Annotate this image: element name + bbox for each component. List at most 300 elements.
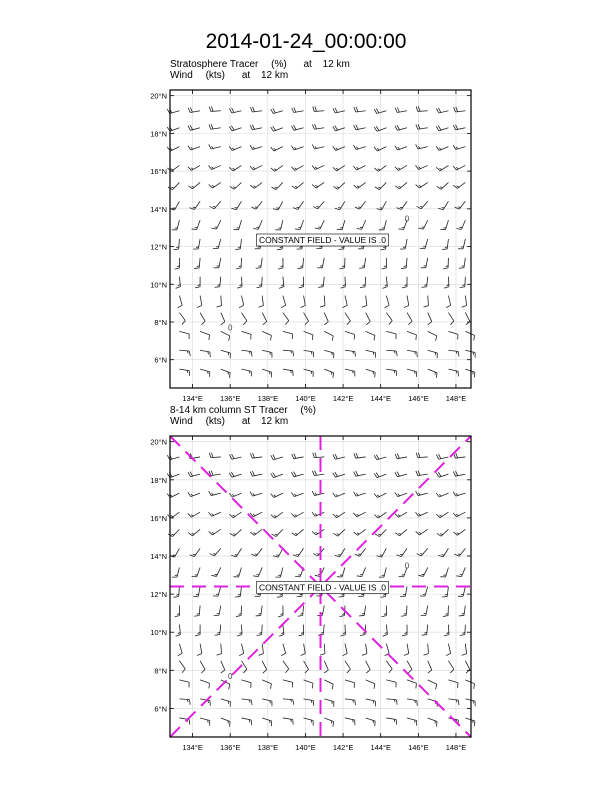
wind-barb <box>262 369 272 377</box>
wind-barb <box>458 587 465 597</box>
barb-feather <box>271 473 274 477</box>
wind-barb <box>453 529 465 535</box>
barb-staff <box>366 680 375 684</box>
x-tick-label: 146°E <box>408 743 429 752</box>
barb-feather <box>191 515 193 517</box>
barb-staff <box>198 587 200 597</box>
wind-barb <box>313 106 325 111</box>
barb-feather <box>395 146 398 150</box>
wind-barb <box>386 680 396 688</box>
barb-staff <box>241 277 242 287</box>
wind-barb <box>235 239 241 250</box>
wind-barb <box>262 680 271 689</box>
barb-feather <box>315 106 317 111</box>
barb-staff <box>304 680 313 683</box>
wind-barb <box>428 331 437 340</box>
wind-barb <box>382 606 387 617</box>
barb-feather <box>293 700 294 705</box>
wind-barb <box>221 350 231 358</box>
barb-feather <box>333 473 336 477</box>
barb-feather <box>381 596 386 597</box>
barb-feather <box>197 654 202 656</box>
barb-staff <box>221 369 230 373</box>
wind-barb <box>167 455 179 460</box>
barb-staff <box>342 567 345 577</box>
wind-barb <box>462 296 467 308</box>
wind-barb <box>415 165 427 169</box>
wind-barb <box>283 313 289 325</box>
y-tick-label: 6°N <box>154 704 167 714</box>
barb-feather <box>211 471 213 476</box>
wind-barb <box>313 201 324 209</box>
wind-barb <box>209 144 221 149</box>
barb-feather <box>395 472 397 477</box>
wind-barb <box>239 644 244 656</box>
barb-staff <box>261 606 262 616</box>
wind-barb <box>418 220 427 229</box>
wind-barb <box>179 699 190 705</box>
contour-label: 0 <box>227 323 233 333</box>
barb-feather <box>312 185 316 188</box>
wind-barb <box>420 239 428 249</box>
barb-feather <box>335 454 337 459</box>
barb-feather <box>293 351 294 356</box>
barb-staff <box>194 548 200 556</box>
wind-barb <box>416 471 428 476</box>
barb-staff <box>324 644 325 654</box>
wind-barb <box>354 182 366 188</box>
barb-staff <box>323 625 324 635</box>
barb-feather <box>213 554 216 555</box>
wind-barb <box>400 587 407 597</box>
wind-barb <box>428 718 437 727</box>
x-tick-label: 140°E <box>295 743 316 752</box>
barb-feather <box>190 107 192 112</box>
barb-staff <box>364 606 365 616</box>
barb-feather <box>453 145 456 149</box>
wind-barb <box>271 473 283 478</box>
barb-feather <box>436 146 439 150</box>
wind-barb <box>283 718 293 725</box>
barb-feather <box>439 148 441 150</box>
barb-staff <box>357 512 366 517</box>
barb-staff <box>421 201 428 209</box>
wind-barb <box>453 145 465 149</box>
barb-feather <box>291 492 294 496</box>
x-tick-label: 138°E <box>257 394 279 403</box>
barb-feather <box>450 321 454 325</box>
barb-feather <box>295 229 300 230</box>
barb-feather <box>298 268 303 269</box>
barb-feather <box>192 186 195 187</box>
barb-feather <box>232 108 234 113</box>
barb-staff <box>194 201 200 209</box>
barb-feather <box>336 148 338 150</box>
wind-barb <box>210 201 221 209</box>
barb-feather <box>274 169 276 170</box>
barb-staff <box>253 512 262 517</box>
wind-barb <box>233 567 241 577</box>
barb-feather <box>415 371 416 374</box>
barb-staff <box>358 182 366 188</box>
wind-barb <box>236 258 241 269</box>
barb-staff <box>366 718 376 721</box>
wind-barb <box>459 606 466 616</box>
barb-feather <box>253 167 255 169</box>
wind-barb <box>374 455 386 460</box>
wind-barb <box>366 661 371 673</box>
wind-barb <box>292 107 304 112</box>
barb-staff <box>179 350 189 351</box>
wind-barb <box>253 567 262 576</box>
barb-feather <box>416 144 418 149</box>
wind-barb <box>407 699 417 706</box>
wind-barb <box>312 182 324 188</box>
barb-staff <box>234 182 241 189</box>
barb-staff <box>465 644 466 654</box>
barb-feather <box>456 228 461 229</box>
barb-feather <box>281 632 283 633</box>
barb-staff <box>241 331 251 334</box>
wind-barb <box>188 182 200 188</box>
wind-barb <box>386 313 392 325</box>
barb-staff <box>179 313 185 321</box>
wind-barb <box>359 258 366 268</box>
barb-staff <box>211 111 221 112</box>
barb-feather <box>312 491 314 496</box>
wind-barb <box>278 258 283 269</box>
wind-barb <box>446 644 451 656</box>
barb-feather <box>188 167 192 171</box>
barb-staff <box>304 699 314 701</box>
wind-barb <box>440 220 448 230</box>
barb-staff <box>200 350 210 352</box>
wind-barb <box>283 369 293 376</box>
barb-feather <box>250 453 252 458</box>
wind-barb <box>353 145 365 149</box>
barb-feather <box>273 455 276 459</box>
wind-barb <box>374 493 386 497</box>
wind-barb <box>262 350 272 357</box>
wind-barb <box>407 680 416 689</box>
barb-staff <box>426 606 428 616</box>
wind-barb <box>456 567 465 576</box>
barb-staff <box>457 529 465 535</box>
wind-barb <box>179 350 190 356</box>
wind-barb <box>271 493 283 497</box>
wind-barb <box>262 699 272 706</box>
barb-staff <box>172 182 179 189</box>
wind-barb <box>448 661 453 673</box>
barb-feather <box>208 371 209 374</box>
wind-barb <box>324 661 328 673</box>
wind-barb <box>209 471 221 476</box>
wind-barb <box>415 512 427 516</box>
wind-barb <box>420 587 428 597</box>
barb-feather <box>397 454 399 459</box>
barb-feather <box>360 635 365 636</box>
wind-barb <box>174 587 180 598</box>
map-panel-1 <box>150 90 475 403</box>
wind-barb <box>465 680 474 689</box>
barb-staff <box>399 182 407 188</box>
wind-barb <box>353 165 365 170</box>
barb-feather <box>178 284 180 285</box>
wind-barb <box>386 699 397 705</box>
wind-barb <box>250 165 262 170</box>
barb-feather <box>315 532 317 533</box>
y-tick-label: 20°N <box>150 91 167 101</box>
barb-staff <box>359 201 365 209</box>
barb-feather <box>457 186 459 187</box>
barb-feather <box>382 575 385 576</box>
wind-barb <box>291 512 303 517</box>
barb-staff <box>440 512 448 517</box>
barb-feather <box>454 107 456 112</box>
barb-feather <box>253 514 255 516</box>
x-tick-label: 142°E <box>332 394 354 403</box>
barb-feather <box>444 287 449 288</box>
barb-staff <box>366 369 376 372</box>
barb-staff <box>236 548 241 556</box>
wind-barb <box>215 277 221 288</box>
wind-barb <box>416 453 428 458</box>
barb-staff <box>377 493 386 497</box>
wind-barb <box>283 680 293 688</box>
wind-barb <box>200 331 209 340</box>
barb-staff <box>407 644 409 654</box>
barb-feather <box>197 305 202 307</box>
barb-feather <box>374 455 377 459</box>
barb-staff <box>386 718 396 720</box>
wind-barb <box>283 350 294 356</box>
barb-feather <box>397 107 399 112</box>
barb-staff <box>216 567 220 576</box>
wind-barb <box>366 718 376 726</box>
wind-barb <box>178 296 182 308</box>
barb-staff <box>459 548 465 556</box>
wind-barb <box>256 258 263 268</box>
wind-barb <box>281 296 285 308</box>
barb-feather <box>401 268 406 269</box>
barb-feather <box>182 321 185 325</box>
wind-barb <box>209 491 221 496</box>
y-tick-label: 10°N <box>150 280 167 290</box>
wind-barb <box>460 625 466 636</box>
wind-unit: (kts) <box>205 416 226 427</box>
barb-feather <box>274 148 276 150</box>
barb-feather <box>332 336 333 341</box>
barb-feather <box>312 144 314 149</box>
barb-feather <box>355 700 356 705</box>
barb-feather <box>257 287 262 288</box>
wind-barb <box>386 661 392 673</box>
wind-barb <box>374 512 386 518</box>
barb-feather <box>312 683 313 688</box>
wind-barb <box>257 625 263 636</box>
barb-feather <box>294 494 296 496</box>
barb-feather <box>273 126 276 130</box>
barb-feather <box>354 453 356 458</box>
barb-feather <box>294 125 296 130</box>
barb-feather <box>440 168 442 169</box>
wind-barb <box>304 331 313 340</box>
barb-feather <box>209 335 210 340</box>
barb-staff <box>192 182 200 188</box>
barb-staff <box>262 699 272 701</box>
wind-barb <box>366 313 371 325</box>
wind-barb <box>179 331 189 339</box>
wind-barb <box>175 258 180 269</box>
barb-feather <box>312 165 315 169</box>
barb-feather <box>275 534 278 535</box>
barb-feather <box>278 616 283 617</box>
barb-feather <box>233 515 235 516</box>
wind-barb <box>167 108 179 113</box>
barb-staff <box>262 661 267 670</box>
wind-barb <box>250 125 262 130</box>
barb-feather <box>243 321 247 325</box>
barb-feather <box>315 228 320 229</box>
barb-staff <box>198 239 200 249</box>
barb-staff <box>221 699 231 702</box>
wind-barb <box>278 606 283 617</box>
barb-feather <box>374 473 377 477</box>
barb-feather <box>419 532 421 533</box>
barb-staff <box>296 182 304 188</box>
barb-feather <box>237 287 242 288</box>
barb-staff <box>366 644 367 654</box>
barb-feather <box>335 108 337 113</box>
barb-staff <box>366 350 376 352</box>
barb-feather <box>395 492 398 496</box>
barb-staff <box>399 529 407 535</box>
barb-staff <box>295 165 304 170</box>
barb-staff <box>200 313 205 322</box>
barb-feather <box>396 351 397 356</box>
barb-staff <box>386 313 392 321</box>
wind-barb <box>213 239 221 249</box>
barb-feather <box>211 575 216 576</box>
barb-feather <box>278 268 283 269</box>
barb-staff <box>275 512 283 518</box>
wind-barb <box>397 548 408 556</box>
barb-staff <box>398 165 407 170</box>
barb-staff <box>465 661 470 670</box>
barb-staff <box>303 258 304 268</box>
wind-barb <box>317 258 324 268</box>
wind-barb <box>454 107 466 112</box>
barb-staff <box>324 369 333 373</box>
barb-feather <box>399 186 402 187</box>
barb-staff <box>428 680 437 684</box>
barb-staff <box>428 661 432 670</box>
barb-staff <box>241 644 243 654</box>
wind-barb <box>200 313 205 325</box>
wind-barb <box>215 625 221 636</box>
barb-feather <box>273 108 276 112</box>
wind-barb <box>301 644 306 656</box>
barb-staff <box>214 201 221 209</box>
barb-staff <box>428 296 429 306</box>
barb-feather <box>462 306 467 308</box>
barb-feather <box>250 125 252 130</box>
wind-barb <box>188 492 200 496</box>
barb-feather <box>395 108 397 113</box>
barb-staff <box>221 350 231 353</box>
barb-feather <box>374 684 375 689</box>
wind-unit: (kts) <box>205 70 226 81</box>
barb-staff <box>448 331 458 334</box>
barb-staff <box>443 201 448 209</box>
wind-barb <box>401 258 407 269</box>
barb-staff <box>337 512 345 517</box>
barb-feather <box>436 126 439 130</box>
barb-feather <box>422 635 427 636</box>
barb-staff <box>384 567 386 577</box>
barb-staff <box>320 220 324 229</box>
wind-barb <box>179 680 189 688</box>
barb-feather <box>416 453 418 458</box>
barb-feather <box>209 107 211 112</box>
barb-staff <box>221 718 230 722</box>
wind-barb <box>395 146 407 150</box>
barb-staff <box>338 529 345 536</box>
barb-staff <box>233 165 241 170</box>
wind-barb <box>422 277 428 288</box>
barb-feather <box>212 185 214 186</box>
wind-barb <box>241 331 251 339</box>
barb-feather <box>439 494 441 496</box>
barb-staff <box>407 313 412 322</box>
barb-feather <box>313 107 315 112</box>
wind-at: at <box>241 416 251 427</box>
barb-feather <box>191 168 193 170</box>
wind-barb <box>453 125 465 130</box>
barb-staff <box>283 296 286 306</box>
wind-barb <box>237 277 242 288</box>
barb-staff <box>240 587 241 597</box>
barb-feather <box>356 514 358 516</box>
barb-staff <box>386 296 389 306</box>
barb-staff <box>407 661 412 670</box>
barb-feather <box>442 596 447 597</box>
barb-feather <box>439 454 441 459</box>
wind-barb <box>453 512 465 517</box>
barb-staff <box>443 548 448 556</box>
barb-staff <box>362 220 366 229</box>
page-title: 2014-01-24_00:00:00 <box>205 30 407 53</box>
barb-staff <box>177 220 179 230</box>
barb-feather <box>315 575 320 576</box>
wind-barb <box>256 606 263 616</box>
barb-feather <box>333 167 337 171</box>
barb-staff <box>448 661 453 669</box>
wind-barb <box>407 661 412 673</box>
wind-barb <box>250 145 262 149</box>
barb-staff <box>241 350 251 351</box>
barb-staff <box>461 220 465 229</box>
barb-feather <box>209 144 211 149</box>
wind-barb <box>386 369 396 376</box>
barb-staff <box>192 529 200 535</box>
barb-feather <box>374 109 377 113</box>
wind-barb <box>250 182 262 188</box>
barb-staff <box>357 165 366 170</box>
barb-feather <box>356 147 358 149</box>
barb-staff <box>254 182 262 188</box>
barb-staff <box>407 369 417 372</box>
